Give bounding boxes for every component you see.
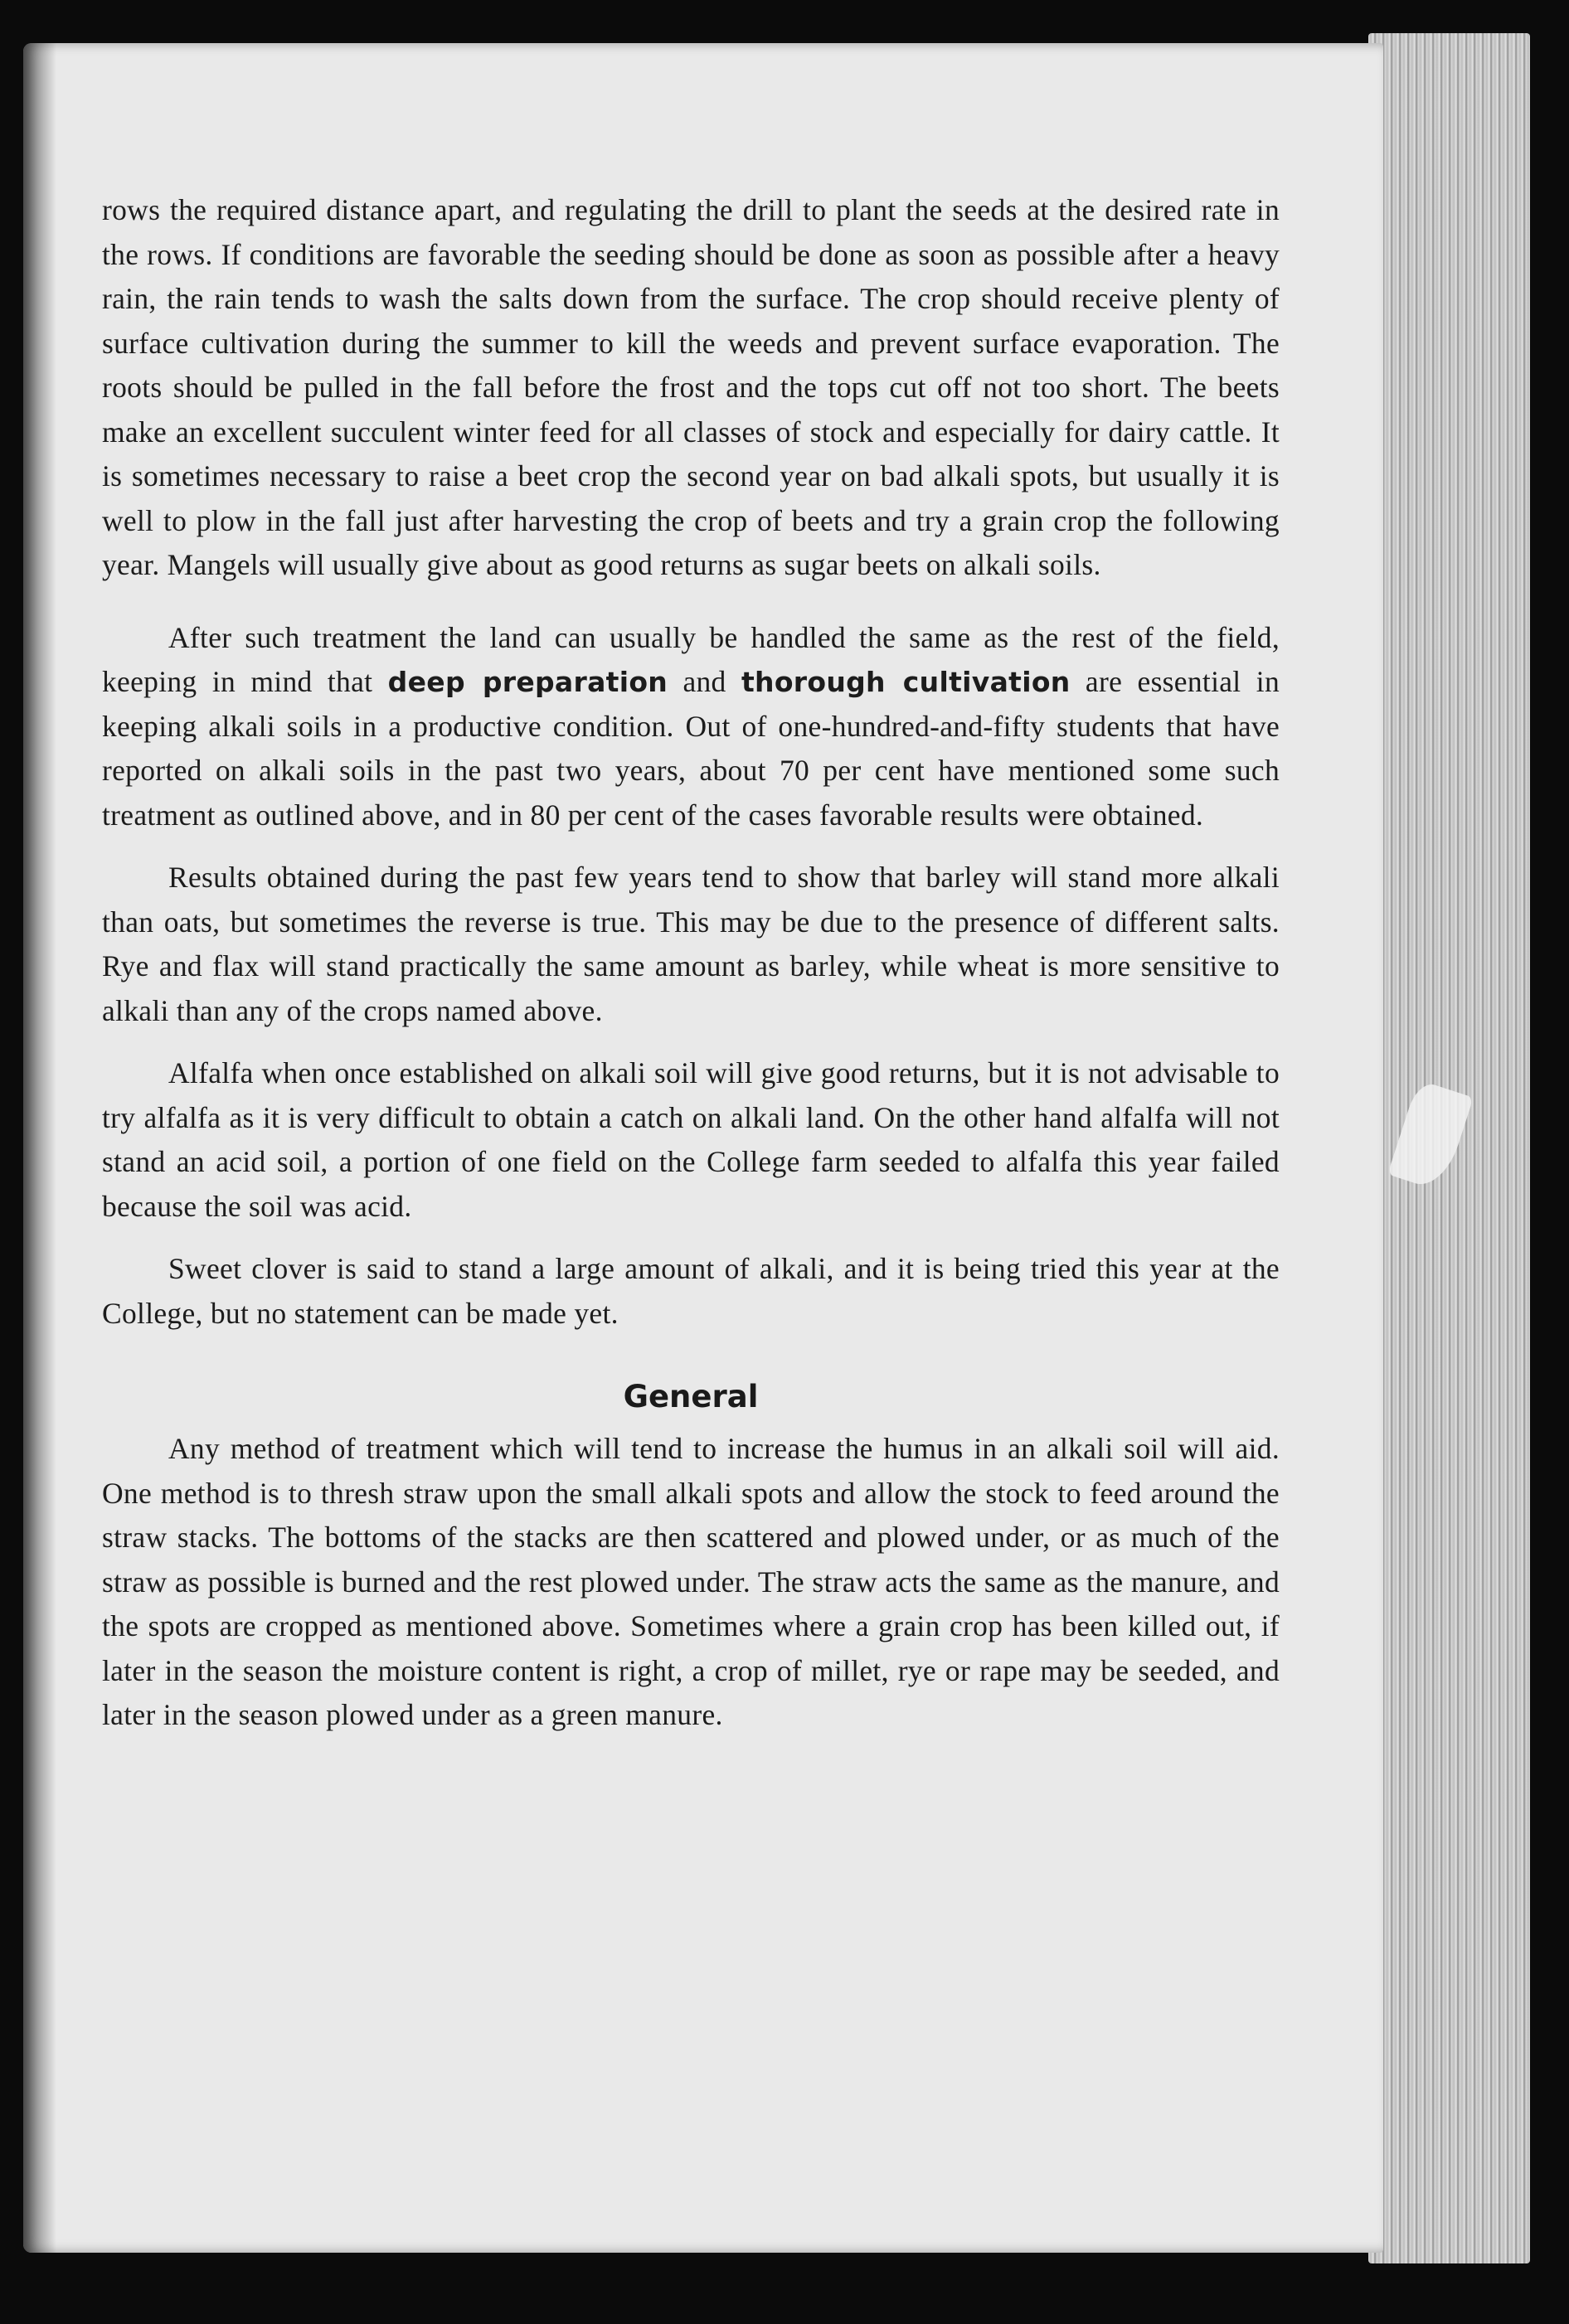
paragraph-treatment-text-2: and: [668, 665, 741, 698]
paragraph-general: Any method of treatment which will tend to increase the humus in an alkali soil will aid. One method is to thresh straw upon the small alkali spots and allow the stock to feed around the straw stacks. The bottoms of the stacks are then scattered and plowed under, or as much of the straw as possible is burned and the rest plowed under. The straw acts the same as the manure, and the spots are cropped as mentioned above. Sometimes where a grain crop has been killed out, if later in the season the moisture content is right, a crop of millet, rye or rape may be seeded, and later in the season plowed under as a green manure.: [102, 1432, 1280, 1731]
paragraph-alfalfa: Alfalfa when once established on alkali soil will give good returns, but it is not advisable to try alfalfa as it is very difficult to obtain a catch on alkali land. On the other hand alfalfa will not stand an acid soil, a portion of one field on the College farm seeded to alfalfa this year failed because the soil was acid.: [102, 1056, 1280, 1223]
paragraph-treatment-text-3: are essential in keeping alkali soils in a productive condition. Out of one-hundred-and-fifty students that have reported on alkali soils in the past two years, about 70 per cent have mentioned some such treatment as outlined above, and in 80 per cent of the cases favorable results were obtained.: [102, 665, 1280, 832]
paragraph-treatment: [102, 616, 1280, 838]
paragraph-treatment-text-1: After such treatment the land can usually be handled the same as the rest of the field, keeping in mind that: [102, 620, 1280, 698]
section-heading-general: General: [623, 1379, 759, 1414]
page-text: [102, 188, 1280, 1756]
paragraph-sweet-clover: Sweet clover is said to stand a large amount of alkali, and it is being tried this year at the College, but no statement can be made yet.: [102, 1252, 1280, 1330]
emphasis-deep-preparation: deep preparation: [387, 666, 668, 698]
book-page: [23, 43, 1383, 2253]
emphasis-thorough-cultivation: thorough cultivation: [741, 666, 1071, 698]
paragraph-barley-oats: Results obtained during the past few years tend to show that barley will stand more alkali than oats, but sometimes the reverse is true. This may be due to the presence of different salts. Rye and flax will stand practically the same amount as barley, while wheat is more sensitive to alkali than any of the crops named above.: [102, 861, 1280, 1027]
binding-shadow: [23, 43, 56, 2253]
paragraph-beet-cultivation: rows the required distance apart, and regulating the drill to plant the seeds at the desired rate in the rows. If conditions are favorable the seeding should be done as soon as possible after a heavy rain, the rain tends to wash the salts down from the surface. The crop should receive plenty of surface cultivation during the summer to kill the weeds and prevent surface evaporation. The roots should be pulled in the fall before the frost and the tops cut off not too short. The beets make an excellent succulent winter feed for all classes of stock and especially for dairy cattle. It is sometimes necessary to raise a beet crop the second year on bad alkali spots, but usually it is well to plow in the fall just after harvesting the crop of beets and try a grain crop the following year. Mangels will usually give about as good returns as sugar beets on alkali soils.: [102, 193, 1280, 581]
